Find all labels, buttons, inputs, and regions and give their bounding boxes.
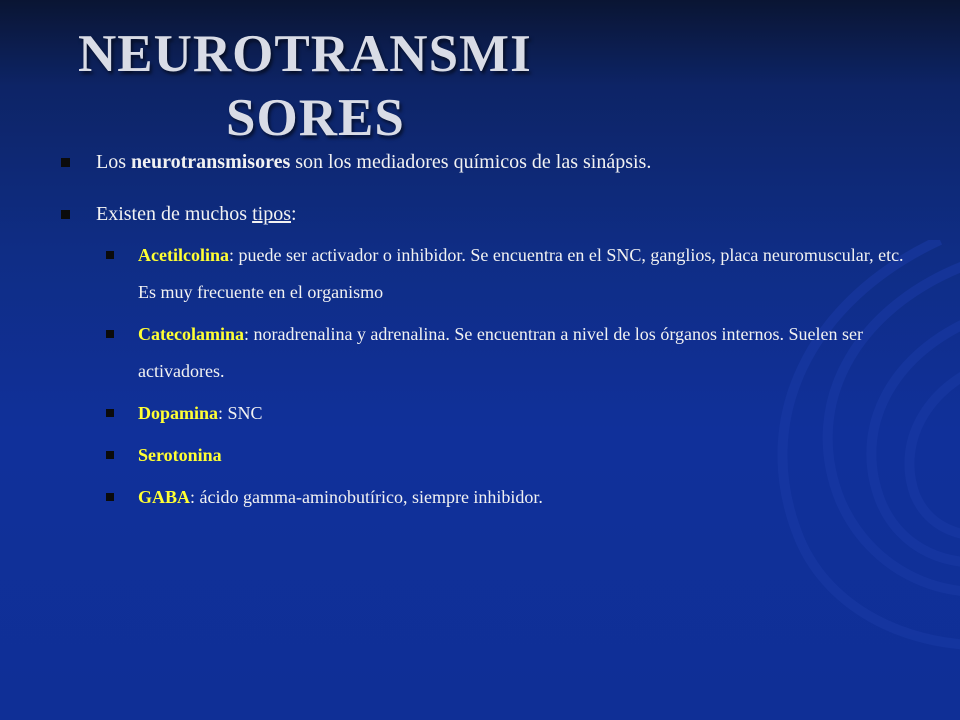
bullet-text-pre: Los bbox=[96, 151, 131, 173]
bullet-item bbox=[58, 197, 908, 231]
sub-bullet-item bbox=[58, 479, 908, 516]
sub-bullet-term: Dopamina bbox=[138, 403, 219, 423]
sub-bullet-item bbox=[58, 437, 908, 474]
sub-bullet-text: : noradrenalina y adrenalina. Se encuentran a nivel de los órganos internos. Suelen ser activadores. bbox=[138, 324, 863, 381]
sub-bullet-text: : puede ser activador o inhibidor. Se encuentra en el SNC, ganglios, placa neuromuscular, etc. Es muy frecuente en el organismo bbox=[138, 245, 904, 302]
sub-bullet-item bbox=[58, 316, 908, 390]
square-bullet-icon bbox=[61, 158, 70, 167]
square-bullet-icon bbox=[61, 210, 70, 219]
slide-title-line-1: NEUROTRANSMI bbox=[78, 25, 532, 83]
bullet-text-post: : bbox=[291, 203, 297, 225]
sub-bullet-item bbox=[58, 237, 908, 311]
square-bullet-icon bbox=[106, 451, 114, 459]
sub-bullet-item bbox=[58, 395, 908, 432]
square-bullet-icon bbox=[106, 409, 114, 417]
sub-bullet-text: : ácido gamma-aminobutírico, siempre inhibidor. bbox=[190, 487, 543, 507]
bullet-text-bold: neurotransmisores bbox=[131, 151, 291, 173]
square-bullet-icon bbox=[106, 330, 114, 338]
bullet-text-pre: Existen de muchos bbox=[96, 203, 253, 225]
sub-bullet-text: : SNC bbox=[218, 403, 263, 423]
slide-body bbox=[58, 145, 908, 521]
sub-bullet-term: Catecolamina bbox=[138, 324, 244, 344]
square-bullet-icon bbox=[106, 251, 114, 259]
sub-bullet-term: Serotonina bbox=[138, 445, 222, 465]
bullet-text-post: son los mediadores químicos de las sinápsis. bbox=[290, 151, 652, 173]
sub-bullet-term: Acetilcolina bbox=[138, 245, 229, 265]
square-bullet-icon bbox=[106, 493, 114, 501]
slide-title-line-2: SORES bbox=[226, 89, 405, 147]
bullet-text-underlined: tipos bbox=[252, 203, 291, 225]
slide-title bbox=[70, 22, 670, 150]
bullet-item bbox=[58, 145, 908, 179]
sub-bullet-term: GABA bbox=[138, 487, 191, 507]
